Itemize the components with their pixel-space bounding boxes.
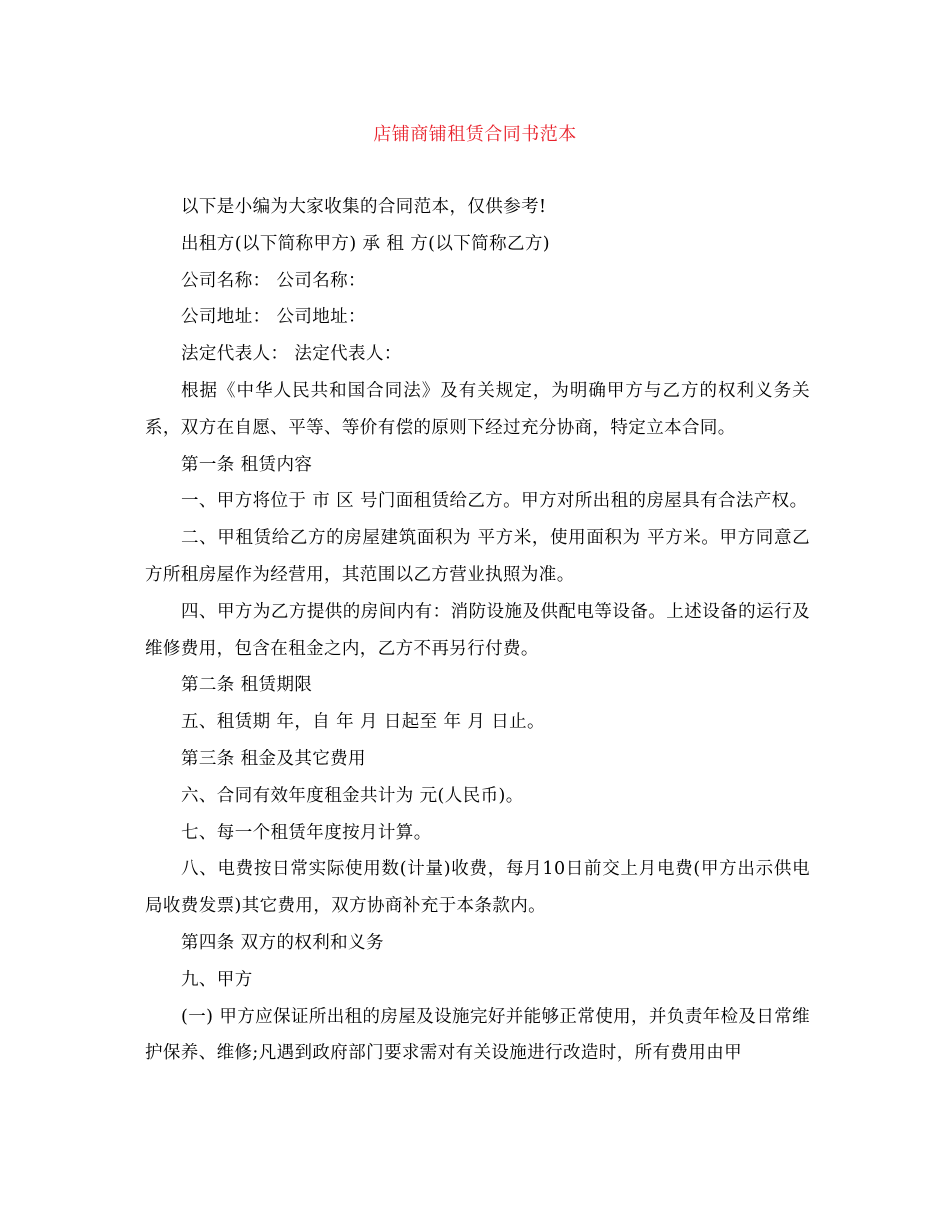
clause-9-1: (一) 甲方应保证所出租的房屋及设施完好并能够正常使用，并负责年检及日常维护保养、维修;凡遇到政府部门要求需对有关设施进行改造时，所有费用由甲 (145, 1006, 811, 1064)
document-body (145, 189, 810, 1072)
clause-8: 八、电费按日常实际使用数(计量)收费，每月10日前交上月电费(甲方出示供电局收费发票)其它费用，双方协商补充于本条款内。 (145, 859, 810, 917)
parties-line: 出租方(以下简称甲方) 承 租 方(以下简称乙方) (181, 233, 550, 254)
legal-representative-line: 法定代表人： 法定代表人： (181, 344, 402, 365)
article-2-heading: 第二条 租赁期限 (181, 675, 313, 696)
company-name-line: 公司名称： 公司名称： (181, 270, 366, 291)
preamble-paragraph: 根据《中华人民共和国合同法》及有关规定，为明确甲方与乙方的权利义务关系，双方在自愿、平等、等价有偿的原则下经过充分协商，特定立本合同。 (145, 380, 810, 438)
clause-2: 二、甲租赁给乙方的房屋建筑面积为 平方米，使用面积为 平方米。甲方同意乙方所租房屋作为经营用，其范围以乙方营业执照为准。 (145, 528, 810, 585)
clause-1: 一、甲方将位于 市 区 号门面租赁给乙方。甲方对所出租的房屋具有合法产权。 (181, 491, 808, 512)
clause-7: 七、每一个租赁年度按月计算。 (181, 822, 432, 843)
article-1-heading: 第一条 租赁内容 (181, 454, 313, 475)
company-address-line: 公司地址： 公司地址： (181, 307, 366, 328)
clause-5: 五、租赁期 年，自 年 月 日起至 年 月 日止。 (181, 712, 545, 733)
clause-6: 六、合同有效年度租金共计为 元(人民币)。 (181, 785, 524, 806)
document-title: 店铺商铺租赁合同书范本 (373, 124, 577, 145)
clause-9-heading: 九、甲方 (181, 969, 253, 990)
clause-4: 四、甲方为乙方提供的房间内有：消防设施及供配电等设备。上述设备的运行及维修费用，包含在租金之内，乙方不再另行付费。 (145, 601, 810, 659)
article-3-heading: 第三条 租金及其它费用 (181, 748, 366, 769)
article-4-heading: 第四条 双方的权利和义务 (181, 932, 384, 953)
intro-note: 以下是小编为大家收集的合同范本，仅供参考! (181, 197, 547, 217)
